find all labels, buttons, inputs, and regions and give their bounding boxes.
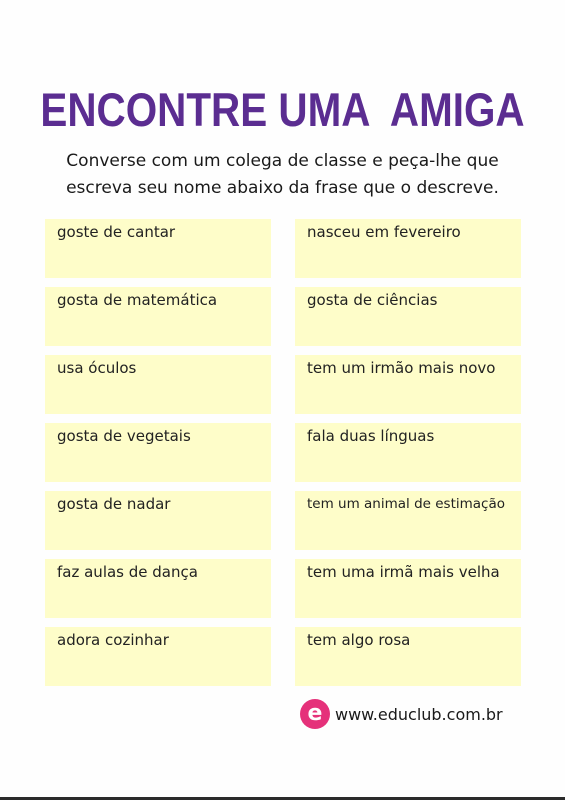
card-nasceu-em-fevereiro: nasceu em fevereiro — [295, 219, 521, 278]
card-tem-um-animal-de-estimacao: tem um animal de estimação — [295, 491, 521, 550]
card-usa-oculos: usa óculos — [45, 355, 271, 414]
card-fala-duas-linguas: fala duas línguas — [295, 423, 521, 482]
card-tem-algo-rosa: tem algo rosa — [295, 627, 521, 686]
page-title: ENCONTRE UMA AMIGA — [40, 83, 525, 136]
description-grid — [45, 219, 521, 686]
card-gosta-de-matematica: gosta de matemática — [45, 287, 271, 346]
educlub-logo-icon: e — [300, 699, 330, 729]
card-tem-um-irmao-mais-novo: tem um irmão mais novo — [295, 355, 521, 414]
card-tem-uma-irma-mais-velha: tem uma irmã mais velha — [295, 559, 521, 618]
footer — [300, 698, 503, 730]
card-goste-de-cantar: goste de cantar — [45, 219, 271, 278]
card-gosta-de-vegetais: gosta de vegetais — [45, 423, 271, 482]
instructions-line-1: Converse com um colega de classe e peça-lhe que — [66, 151, 499, 171]
website-url[interactable]: www.educlub.com.br — [335, 704, 503, 724]
card-gosta-de-nadar: gosta de nadar — [45, 491, 271, 550]
card-faz-aulas-de-danca: faz aulas de dança — [45, 559, 271, 618]
card-adora-cozinhar: adora cozinhar — [45, 627, 271, 686]
card-gosta-de-ciencias: gosta de ciências — [295, 287, 521, 346]
instructions — [20, 148, 545, 202]
instructions-line-2: escreva seu nome abaixo da frase que o descreve. — [66, 178, 499, 198]
